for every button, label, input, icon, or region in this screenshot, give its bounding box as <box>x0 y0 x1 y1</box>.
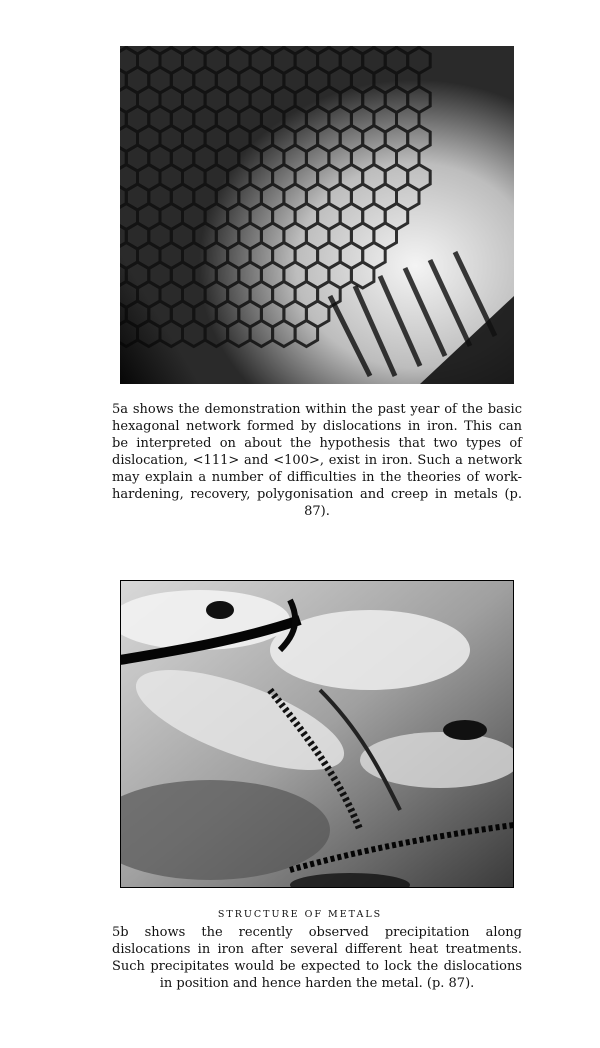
micrograph-b-image <box>120 580 514 888</box>
micrograph-hexagonal-dislocation-network <box>120 46 514 384</box>
figure-5b-caption: 5b shows the recently observed precipitation along dislocations in iron after several different heat treatments. Such precipitates would be expected to lock the dislocations in position and hence harden the metal. (p. 87). <box>112 925 522 991</box>
micrograph-a-image <box>120 46 514 384</box>
micrograph-precipitation-along-dislocations <box>120 580 514 888</box>
running-head: STRUCTURE OF METALS <box>217 909 383 920</box>
figure-5a-caption: 5a shows the demonstration within the past year of the basic hexagonal network formed by dislocations in iron. This can be interpreted on about the hypothesis that two types of dislocation, <111> and <100>, exist in iron. Such a network may explain a number of difficulties in the theories of work-hardening, recovery, polygonisation and creep in metals (p. 87). <box>112 402 522 519</box>
